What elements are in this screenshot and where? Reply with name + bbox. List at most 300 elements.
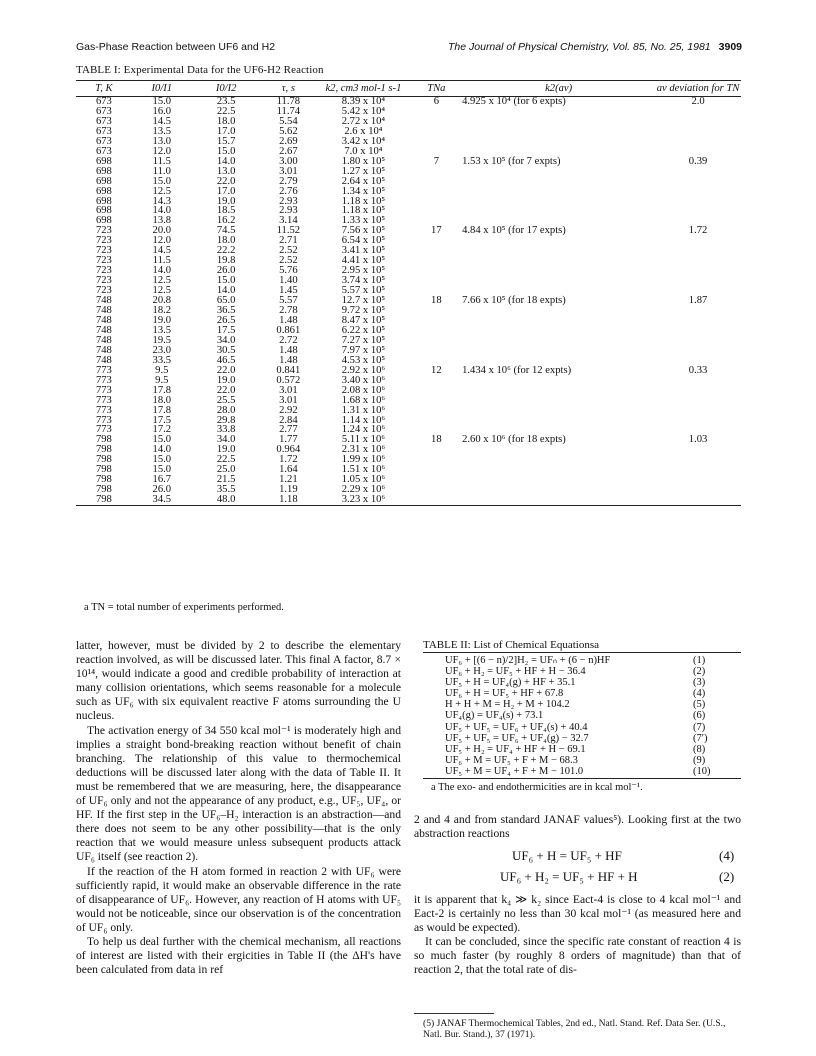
table-cell: 33.8: [216, 424, 236, 436]
table-cell: 723: [95, 275, 112, 287]
table1: [76, 80, 741, 506]
table-row: [76, 236, 741, 246]
table-cell: [462, 256, 655, 266]
table-cell: [462, 197, 655, 207]
table-cell: [411, 376, 462, 386]
table-cell: 21.5: [216, 474, 236, 486]
table-cell: [462, 137, 655, 147]
table-cell: [462, 167, 655, 177]
table-cell: 773: [95, 384, 112, 396]
table-cell: 673: [95, 105, 112, 117]
table-cell: [462, 187, 655, 197]
equation-text: UF₆ + [(6 − n)/2]H₂ = UFₙ + (6 − n)HF: [445, 655, 611, 666]
table-row: [76, 465, 741, 475]
table-cell: 1.14 x 10⁶: [341, 414, 386, 426]
table-cell: [411, 445, 462, 455]
table-cell: 16.7: [152, 474, 172, 486]
reference-rule: [414, 1013, 494, 1014]
table-cell: 12.0: [152, 145, 172, 157]
table-cell: [462, 336, 655, 346]
table-cell: [655, 336, 741, 346]
table-cell: 698: [95, 165, 112, 177]
table-cell: [411, 336, 462, 346]
table-cell: 2.93: [279, 205, 298, 217]
table-cell: 14.0: [152, 265, 172, 277]
table-cell: 798: [95, 434, 112, 446]
table-cell: [655, 177, 741, 187]
table-row: [76, 256, 741, 266]
table-cell: 9.5: [155, 374, 169, 386]
table-cell: [411, 386, 462, 396]
table-cell: 1.05 x 10⁶: [341, 474, 386, 486]
table-cell: 11.5: [152, 155, 171, 167]
table-cell: 3.00: [279, 155, 298, 167]
body-right-column: [414, 893, 741, 978]
table-cell: 5.57 x 10⁵: [341, 285, 386, 297]
table-cell: [655, 326, 741, 336]
table-cell: 673: [95, 135, 112, 147]
table-cell: 1.19: [279, 484, 298, 496]
table-cell: 0.841: [276, 364, 301, 376]
paragraph: If the reaction of the H atom formed in reaction 2 with UF₆ were sufficiently rapid, it would make an observable difference in the rate of disappearance of UF₆. However, any reaction of H atoms with UF₅ would not be noticeable, since our observation is of the concentration of UF₆ only.: [76, 864, 401, 934]
table-cell: 15.0: [152, 464, 172, 476]
col-header: T, K: [76, 81, 132, 97]
table-cell: 17.0: [216, 185, 236, 197]
table-cell: 698: [95, 175, 112, 187]
table-cell: [462, 246, 655, 256]
table-cell: 7.56 x 10⁵: [341, 225, 386, 237]
table-cell: 4.925 x 10⁴ (for 6 expts): [462, 96, 566, 107]
table-cell: 13.8: [152, 215, 172, 227]
table-cell: 18.5: [216, 205, 236, 217]
table-row: [76, 137, 741, 147]
table-cell: 0.572: [276, 374, 301, 386]
table-cell: [411, 107, 462, 117]
equation-2: UF₆ + H₂ = UF₅ + HF + H: [500, 869, 638, 884]
table-cell: [655, 197, 741, 207]
table-cell: [462, 485, 655, 495]
table-cell: [411, 495, 462, 505]
table-cell: [655, 455, 741, 465]
table-cell: [462, 236, 655, 246]
table-cell: 12: [431, 364, 442, 376]
col-header: av deviation for TN: [655, 81, 741, 97]
table-cell: [462, 117, 655, 127]
table-cell: 29.8: [216, 414, 236, 426]
table-cell: [411, 306, 462, 316]
table-cell: 19.0: [152, 314, 172, 326]
table-cell: [462, 376, 655, 386]
table-cell: 698: [95, 195, 112, 207]
equation-row: [423, 710, 741, 721]
table-cell: [411, 276, 462, 286]
table-cell: 748: [95, 305, 112, 317]
table-cell: [462, 206, 655, 216]
table-cell: 2.0: [691, 96, 705, 107]
table-cell: 4.53 x 10⁵: [341, 354, 386, 366]
equation-row: [423, 755, 741, 766]
table-row: [76, 226, 741, 236]
table-cell: 798: [95, 454, 112, 466]
table-cell: [655, 246, 741, 256]
equation-number: (9): [693, 754, 706, 766]
table-cell: 33.5: [152, 354, 172, 366]
table-cell: [462, 306, 655, 316]
table-cell: [655, 406, 741, 416]
table-cell: 1.51 x 10⁶: [341, 464, 386, 476]
equation-text: UF₅ + H = UF₄(g) + HF + 35.1: [445, 677, 576, 689]
table-cell: 35.5: [216, 484, 236, 496]
table-cell: 5.57: [279, 295, 298, 307]
table-cell: [655, 276, 741, 286]
table-cell: [411, 256, 462, 266]
table-cell: 748: [95, 354, 112, 366]
table-cell: 3.42 x 10⁴: [341, 135, 386, 147]
equation-text: UF₆ + H₂ = UF₅ + HF + H − 36.4: [445, 666, 586, 678]
equation-row: [423, 766, 741, 777]
table-cell: 17.8: [152, 384, 172, 396]
table-cell: 723: [95, 285, 112, 297]
table-row: [76, 167, 741, 177]
table-cell: [462, 316, 655, 326]
equation-row: [423, 744, 741, 755]
table-cell: 19.5: [152, 334, 172, 346]
table-cell: 773: [95, 374, 112, 386]
table-cell: 7.97 x 10⁵: [341, 344, 386, 356]
equation-number: (3): [693, 677, 706, 689]
table-cell: 748: [95, 334, 112, 346]
table-cell: 748: [95, 344, 112, 356]
table-cell: 19.0: [216, 444, 236, 456]
body-left-column: [76, 639, 401, 977]
table-row: [76, 356, 741, 366]
equation-row: [423, 722, 741, 733]
table-cell: 20.0: [152, 225, 172, 237]
table-row: [76, 296, 741, 306]
table-cell: 1.27 x 10⁵: [341, 165, 386, 177]
table-cell: 5.62: [279, 125, 298, 137]
table-cell: 18.0: [216, 235, 236, 247]
table-cell: [411, 346, 462, 356]
table-cell: 698: [95, 205, 112, 217]
table-cell: [411, 117, 462, 127]
table-cell: 26.0: [216, 265, 236, 277]
equation-text: UF₅ + M = UF₄ + F + M − 101.0: [445, 765, 584, 777]
equation-text: UF₅ + UF₅ = UF₆ + UF₄(s) + 40.4: [445, 721, 588, 733]
table-cell: 13.0: [216, 165, 236, 177]
table-cell: 11.78: [276, 96, 301, 107]
table-cell: 1.434 x 10⁶ (for 12 expts): [462, 364, 572, 376]
table-row: [76, 147, 741, 157]
table-cell: [462, 127, 655, 137]
table-cell: 798: [95, 444, 112, 456]
table-cell: [411, 465, 462, 475]
equation-row: [423, 688, 741, 699]
table-row: [76, 276, 741, 286]
table-row: [76, 246, 741, 256]
equation-row: [423, 677, 741, 688]
equation-number: (2): [693, 666, 706, 678]
table-cell: [462, 475, 655, 485]
table-row: [76, 416, 741, 426]
table-cell: 3.01: [279, 394, 298, 406]
table2-caption: TABLE II: List of Chemical Equationsa: [423, 639, 599, 651]
table-cell: [462, 266, 655, 276]
table-row: [76, 187, 741, 197]
table-cell: 2.72 x 10⁴: [341, 115, 386, 127]
table-cell: 11.52: [276, 225, 301, 237]
table-cell: 723: [95, 225, 112, 237]
table-cell: 13.5: [152, 324, 172, 336]
equation-number: (4): [693, 688, 706, 700]
table-cell: 2.31 x 10⁶: [341, 444, 386, 456]
paragraph: latter, however, must be divided by 2 to describe the elementary reaction involved, as will be discussed later. This final A factor, 8.7 × 10¹⁴, would indicate a good and credible probability of interaction at many collision orientations, which seems reasonable for a molecule such as UF₆ with six equivalent reactive F atoms surrounding the U nucleus.: [76, 639, 401, 723]
table-row: [76, 127, 741, 137]
table-cell: 14.5: [152, 115, 172, 127]
table-cell: 673: [95, 96, 112, 107]
table-cell: 46.5: [216, 354, 236, 366]
table-cell: 1.40: [279, 275, 298, 287]
table-cell: 773: [95, 414, 112, 426]
table-cell: 9.72 x 10⁵: [341, 305, 386, 317]
table-cell: [655, 445, 741, 455]
table-cell: [411, 246, 462, 256]
table-cell: 2.93: [279, 195, 298, 207]
table-cell: 3.23 x 10⁶: [316, 495, 410, 505]
table-cell: 15.0: [216, 145, 236, 157]
table2-footnote: a The exo- and endothermicities are in kcal mol⁻¹.: [431, 782, 643, 793]
table-cell: 18: [431, 434, 442, 446]
table-cell: 1.18 x 10⁵: [341, 205, 386, 217]
table-cell: 15.7: [216, 135, 236, 147]
table-cell: 15.0: [216, 275, 236, 287]
table-cell: 14.3: [152, 195, 172, 207]
table-row: [76, 435, 741, 445]
table-cell: 14.0: [152, 205, 172, 217]
table-cell: 748: [95, 324, 112, 336]
table-cell: 22.5: [216, 454, 236, 466]
table-cell: 2.52: [279, 255, 298, 267]
table-cell: 1.21: [279, 474, 298, 486]
header-journal: [448, 41, 742, 53]
table-cell: 36.5: [216, 305, 236, 317]
table-cell: 15.0: [152, 434, 172, 446]
table-row: [76, 177, 741, 187]
table-cell: 7: [433, 155, 439, 167]
equation-number: (6): [693, 710, 706, 722]
table1-header-row: [76, 81, 741, 97]
table-cell: 6.54 x 10⁵: [341, 235, 386, 247]
table-cell: [655, 187, 741, 197]
table-cell: [411, 416, 462, 426]
equation-text: UF₆ + H = UF₅ + HF + 67.8: [445, 688, 564, 700]
table-cell: [655, 376, 741, 386]
table-cell: 1.80 x 10⁵: [341, 155, 386, 167]
body-right-intro: [414, 813, 741, 841]
table-cell: 748: [95, 314, 112, 326]
reference-5: (5) JANAF Thermochemical Tables, 2nd ed., Natl. Stand. Ref. Data Ser. (U.S., Natl. Bur. Stand.), 37 (1971).: [423, 1018, 726, 1041]
table-cell: 673: [95, 145, 112, 157]
table-cell: 30.5: [216, 344, 236, 356]
table-row: [76, 266, 741, 276]
page-number: 3909: [718, 41, 742, 53]
table-cell: [462, 386, 655, 396]
table-cell: 22.0: [216, 175, 236, 187]
table-cell: 2.52: [279, 245, 298, 257]
table-cell: 12.5: [152, 285, 172, 297]
table-cell: [655, 346, 741, 356]
equation-text: UF₄(g) = UF₄(s) + 73.1: [445, 710, 544, 722]
table-cell: 28.0: [216, 404, 236, 416]
table1-footnote: a TN = total number of experiments performed.: [84, 602, 284, 613]
table-cell: 3.74 x 10⁵: [341, 275, 386, 287]
table-cell: 19.8: [216, 255, 236, 267]
table-cell: 13.0: [152, 135, 172, 147]
table-cell: [655, 475, 741, 485]
table-cell: 2.77: [279, 424, 298, 436]
table-cell: 1.18: [260, 495, 316, 505]
table-row: [76, 336, 741, 346]
col-header: I0/I1: [132, 81, 192, 97]
table-cell: 723: [95, 265, 112, 277]
table-cell: 23.5: [216, 96, 236, 107]
table-cell: 1.31 x 10⁶: [341, 404, 386, 416]
table-cell: [462, 465, 655, 475]
equation-number: (7′): [693, 732, 708, 744]
table-cell: [462, 177, 655, 187]
table-row: [76, 326, 741, 336]
col-header: I0/I2: [192, 81, 261, 97]
table-cell: 14.0: [216, 285, 236, 297]
table-cell: [655, 465, 741, 475]
table-cell: 2.92: [279, 404, 298, 416]
table-cell: [411, 236, 462, 246]
table-cell: [411, 167, 462, 177]
header-title: Gas-Phase Reaction between UF6 and H2: [76, 41, 276, 53]
table-cell: 11.0: [152, 165, 171, 177]
table-cell: [462, 276, 655, 286]
table-cell: 773: [95, 404, 112, 416]
table-cell: 748: [95, 295, 112, 307]
table-cell: [411, 396, 462, 406]
table-cell: 2.6 x 10⁴: [344, 125, 383, 137]
table-cell: 1.34 x 10⁵: [341, 185, 386, 197]
table-cell: 2.72: [279, 334, 298, 346]
equation-number: (8): [693, 743, 706, 755]
table-cell: 1.45: [279, 285, 298, 297]
table-row: [76, 455, 741, 465]
table-cell: 2.69: [279, 135, 298, 147]
table-cell: 2.95 x 10⁵: [341, 265, 386, 277]
col-header: τ, s: [260, 81, 316, 97]
table-row: [76, 286, 741, 296]
table-cell: 19.0: [216, 374, 236, 386]
table-row: [76, 485, 741, 495]
table-cell: 5.42 x 10⁴: [341, 105, 386, 117]
table-cell: 25.0: [216, 464, 236, 476]
table-cell: 798: [95, 484, 112, 496]
table-cell: 723: [95, 235, 112, 247]
table-cell: 22.5: [216, 105, 236, 117]
equation-row: [423, 666, 741, 677]
table-cell: [411, 406, 462, 416]
table-cell: 1.53 x 10⁵ (for 7 expts): [462, 155, 561, 167]
table-cell: [411, 187, 462, 197]
table-cell: 2.08 x 10⁶: [341, 384, 386, 396]
table-cell: [462, 495, 655, 505]
table-cell: 1.87: [688, 295, 708, 307]
table-cell: 12.7 x 10⁵: [341, 295, 386, 307]
table-row: [76, 386, 741, 396]
table-cell: 773: [95, 364, 112, 376]
table-cell: 1.68 x 10⁶: [341, 394, 386, 406]
table-cell: [411, 316, 462, 326]
table-row: [76, 376, 741, 386]
equation-text: UF₆ + M = UF₅ + F + M − 68.3: [445, 754, 578, 766]
table-cell: 48.0: [192, 495, 261, 505]
table-cell: 0.39: [688, 155, 708, 167]
table-cell: 2.71: [279, 235, 298, 247]
table-cell: 26.5: [216, 314, 236, 326]
table-cell: 673: [95, 115, 112, 127]
table-cell: [411, 266, 462, 276]
table-cell: [411, 206, 462, 216]
table-cell: 3.01: [279, 384, 298, 396]
table-cell: 20.8: [152, 295, 172, 307]
table-cell: 34.0: [216, 434, 236, 446]
table-cell: [655, 206, 741, 216]
table-cell: 12.5: [152, 185, 172, 197]
table-cell: 18.0: [216, 115, 236, 127]
journal-citation: The Journal of Physical Chemistry, Vol. 85, No. 25, 1981: [448, 41, 711, 53]
equation-2-number: (2): [719, 869, 735, 884]
table-row: [76, 316, 741, 326]
table-cell: 2.76: [279, 185, 298, 197]
table-cell: 15.0: [152, 96, 172, 107]
table-cell: [411, 137, 462, 147]
table-cell: 16.2: [216, 215, 236, 227]
table-cell: 19.0: [216, 195, 236, 207]
running-header: [76, 41, 742, 55]
table-cell: [655, 316, 741, 326]
table-cell: 15.0: [152, 175, 172, 187]
table-cell: 798: [76, 495, 132, 505]
equation-number: (1): [693, 655, 706, 666]
paragraph: it is apparent that k₄ ≫ k₂ since Eact-4 is close to 4 kcal mol⁻¹ and Eact-2 is certainly no less than 30 kcal mol⁻¹ (as measured here and as would be expected).: [414, 893, 741, 935]
table-row: [76, 366, 741, 376]
table-cell: 1.48: [279, 354, 298, 366]
equation-number: (5): [693, 699, 706, 711]
table-cell: 2.67: [279, 145, 298, 157]
table-cell: 12.0: [152, 235, 172, 247]
table-cell: 773: [95, 424, 112, 436]
table-cell: 34.5: [132, 495, 192, 505]
table-cell: 18: [431, 295, 442, 307]
table-cell: 1.33 x 10⁵: [341, 215, 386, 227]
table-row: [76, 475, 741, 485]
equation-text: UF₅ + UF₅ = UF₆ + UF₄(g) − 32.7: [445, 732, 589, 744]
table-row: [76, 157, 741, 167]
table-cell: [655, 266, 741, 276]
table-cell: 673: [95, 125, 112, 137]
paragraph: It can be concluded, since the specific rate constant of reaction 4 is so much faster (by roughly 8 orders of magnitude) than that of reaction 2, that the total rate of dis-: [414, 935, 741, 977]
table-row: [76, 396, 741, 406]
table-cell: 1.03: [688, 434, 708, 446]
equation-row: [423, 655, 741, 666]
col-header: k2, cm3 mol-1 s-1: [316, 81, 410, 97]
col-header: TNa: [411, 81, 462, 97]
table-cell: 14.0: [216, 155, 236, 167]
